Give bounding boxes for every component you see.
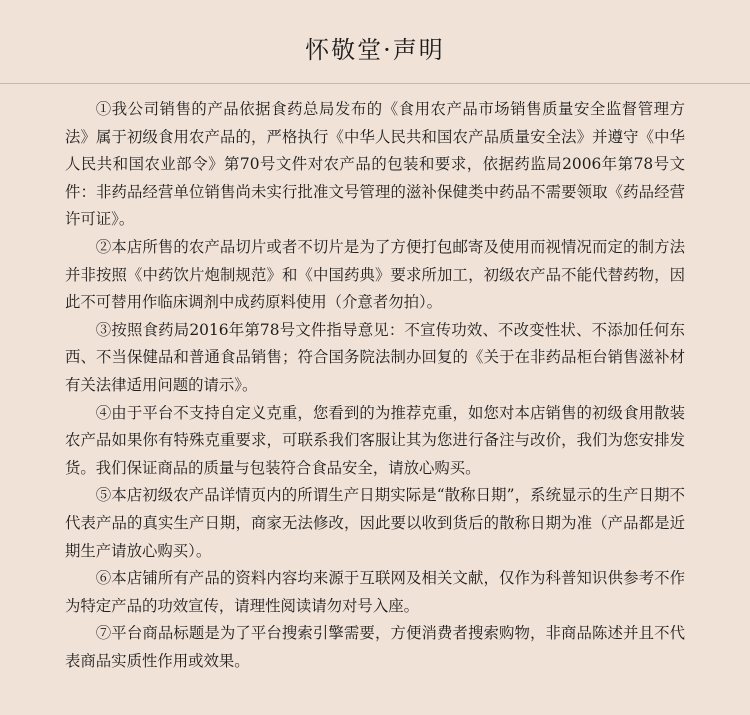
page-title: 怀敬堂·声明 [305,36,445,64]
statement-paragraph-2: ②本店所售的农产品切片或者不切片是为了方便打包邮寄及使用而视情况而定的制方法并非按照《中药饮片炮制规范》和《中国药典》要求所加工，初级农产品不能代替药物，因此不可替用作临床调剂中成药原料使用（介意者勿拍）。 [65,237,685,312]
statement-paragraph-6: ⑥本店铺所有产品的资料内容均来源于互联网及相关文献，仅作为科普知识供参考不作为特定产品的功效宣传，请理性阅读请勿对号入座。 [65,569,685,615]
statement-paragraph-7: ⑦平台商品标题是为了平台搜索引擎需要，方便消费者搜索购物，非商品陈述并且不代表商品实质性作用或效果。 [65,624,685,670]
statement-paragraph-4: ④由于平台不支持自定义克重，您看到的为推荐克重，如您对本店销售的初级食用散装农产品如果你有特殊克重要求，可联系我们客服让其为您进行备注与改价，我们为您安排发货。我们保证商品的质量与包装符合食品安全，请放心购买。 [65,403,685,477]
statement-body [65,96,685,675]
statement-paragraph-5: ⑤本店初级农产品详情页内的所谓生产日期实际是“散称日期”，系统显示的生产日期不代表产品的真实生产日期，商家无法修改，因此要以收到货后的散称日期为准（产品都是近期生产请放心购买）。 [65,486,685,560]
title-divider [0,83,750,84]
statement-paragraph-1: ①我公司销售的产品依据食药总局发布的《食用农产品市场销售质量安全监督管理方法》属于初级食用农产品的，严格执行《中华人民共和国农产品质量安全法》并遵守《中华人民共和国农业部令》第70号文件对农产品的包装和要求，依据药监局2006年第78号文件：非药品经营单位销售尚未实行批准文号管理的滋补保健类中药品不需要领取《药品经营许可证》。 [65,100,685,229]
statement-paragraph-3: ③按照食药局2016年第78号文件指导意见：不宣传功效、不改变性状、不添加任何东西、不当保健品和普通食品销售；符合国务院法制办回复的《关于在非药品柜台销售滋补材有关法律适用问题的请示》。 [65,320,685,394]
